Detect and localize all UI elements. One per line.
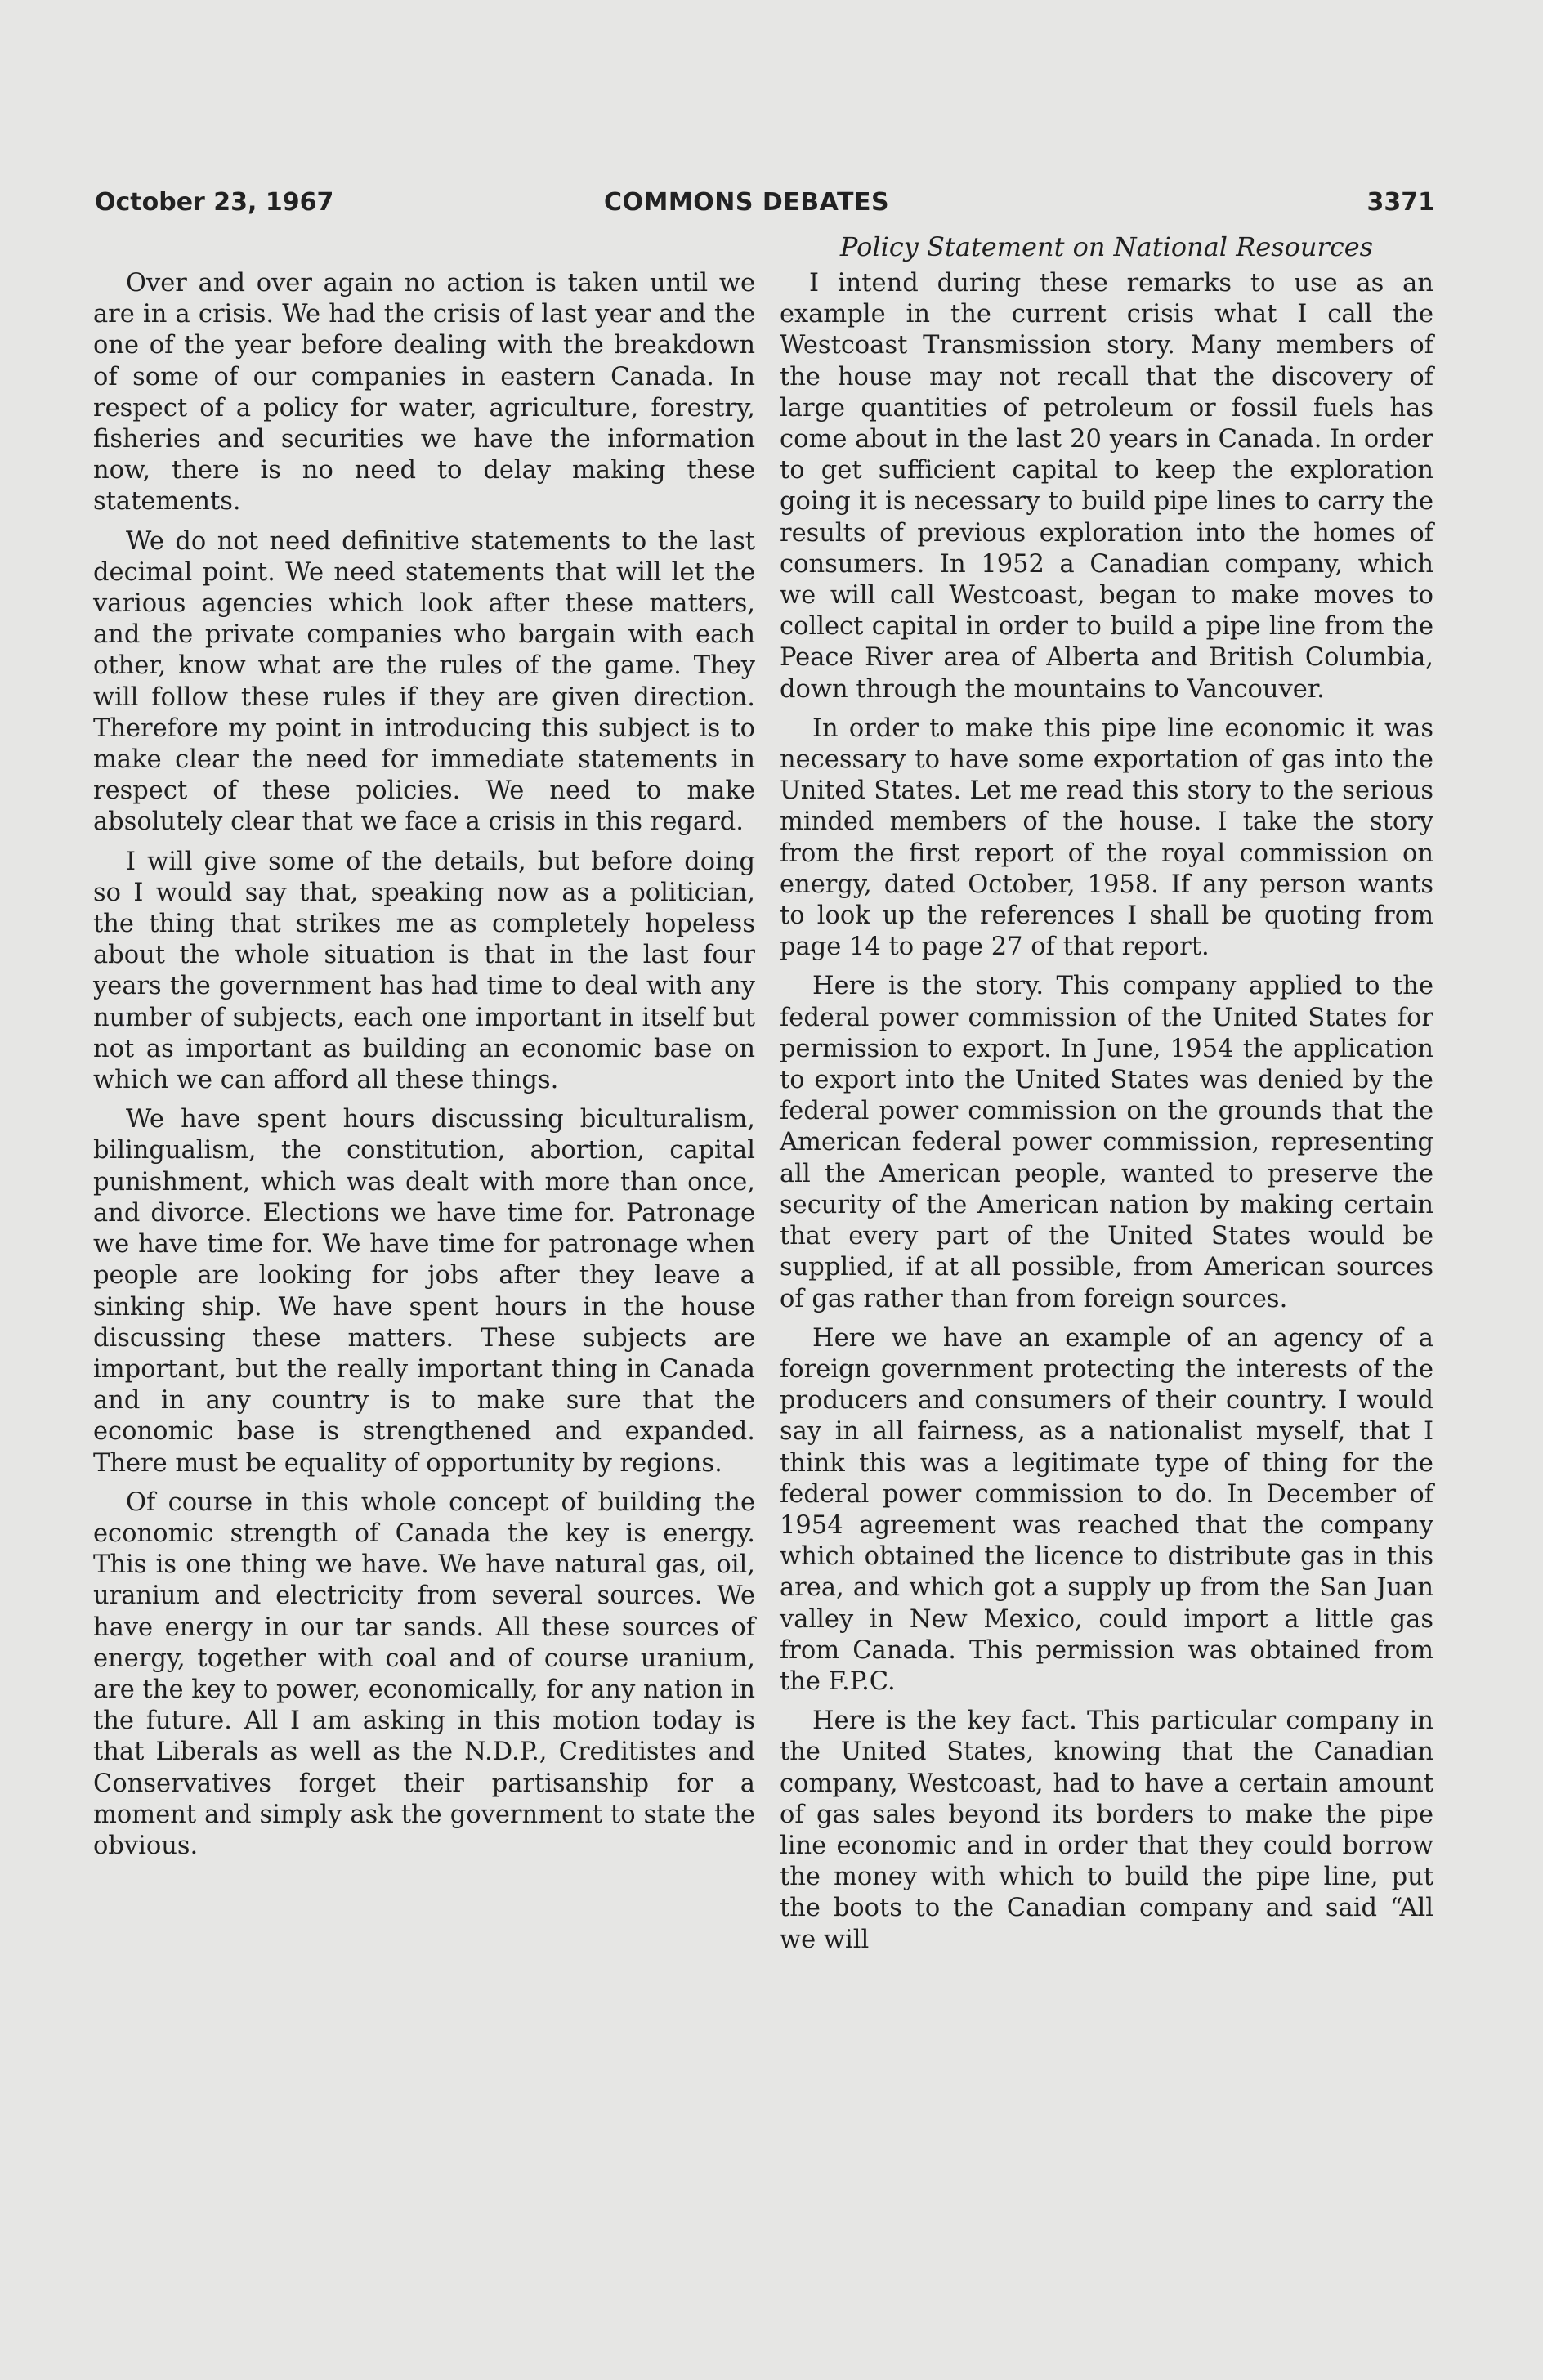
page-header xyxy=(95,188,1435,226)
left-paragraph-3: I will give some of the details, but before doing so I would say that, speaking now as a politician, the thing that strikes me as completely hopeless about the whole situation is that in the last four years the government has had time to deal with any number of subjects, each one important in itself but not as important as building an economic base on which we can afford all these things. xyxy=(93,847,755,1095)
right-paragraph-4: Here we have an example of an agency of a foreign government protecting the interests of the producers and consumers of their country. I would say in all fairness, as a nationalist myself, that I think this was a legitimate type of thing for the federal power commission to do. In December of 1954 agreement was reached that the company which obtained the licence to distribute gas in this area, and which got a supply up from the San Juan valley in New Mexico, could import a little gas from Canada. This permission was obtained from the F.P.C. xyxy=(780,1323,1433,1696)
right-paragraph-2: In order to make this pipe line economic it was necessary to have some exportation of gas into the United States. Let me read this story to the serious minded members of the house. I take the story from the first report of the royal commission on energy, dated October, 1958. If any person wants to look up the references I shall be quoting from page 14 to page 27 of that report. xyxy=(780,714,1433,962)
left-column xyxy=(93,268,755,1870)
header-title: COMMONS DEBATES xyxy=(604,188,890,217)
header-page-number: 3371 xyxy=(1366,188,1435,217)
left-paragraph-5: Of course in this whole concept of building the economic strength of Canada the key is energy. This is one thing we have. We have natural gas, oil, uranium and electricity from several sources. We have energy in our tar sands. All these sources of energy, together with coal and of course uranium, are the key to power, economically, for any nation in the future. All I am asking in this motion today is that Liberals as well as the N.D.P., Creditistes and Conservatives forget their partisanship for a moment and simply ask the government to state the obvious. xyxy=(93,1488,755,1860)
section-subheading: Policy Statement on National Resources xyxy=(839,231,1374,262)
right-paragraph-1: I intend during these remarks to use as an example in the current crisis what I call the Westcoast Transmission story. Many members of the house may not recall that the discovery of large quantities of petroleum or fossil fuels has come about in the last 20 years in Canada. In order to get sufficient capital to keep the exploration going it is necessary to build pipe lines to carry the results of previous exploration into the homes of consumers. In 1952 a Canadian company, which we will call Westcoast, began to make moves to collect capital in order to build a pipe line from the Peace River area of Alberta and British Columbia, down through the mountains to Vancouver. xyxy=(780,269,1433,704)
right-column xyxy=(780,230,1433,1964)
right-paragraph-5: Here is the key fact. This particular company in the United States, knowing that the Canadian company, Westcoast, had to have a certain amount of gas sales beyond its borders to make the pipe line economic and in order that they could borrow the money with which to build the pipe line, put the boots to the Canadian company and said “All we will xyxy=(780,1707,1433,1954)
left-paragraph-4: We have spent hours discussing biculturalism, bilingualism, the constitution, abortion, capital punishment, which was dealt with more than once, and divorce. Elections we have time for. Patronage we have time for. We have time for patronage when people are looking for jobs after they leave a sinking ship. We have spent hours in the house discussing these matters. These subjects are important, but the really important thing in Canada and in any country is to make sure that the economic base is strengthened and expanded. There must be equality of opportunity by regions. xyxy=(93,1105,755,1478)
left-paragraph-1: Over and over again no action is taken until we are in a crisis. We had the crisis of last year and the one of the year before dealing with the breakdown of some of our companies in eastern Canada. In respect of a policy for water, agriculture, forestry, fisheries and securities we have the information now, there is no need to delay making these statements. xyxy=(93,269,755,517)
header-date: October 23, 1967 xyxy=(95,188,334,217)
left-paragraph-2: We do not need definitive statements to the last decimal point. We need statements that will let the various agencies which look after these matters, and the private companies who bargain with each other, know what are the rules of the game. They will follow these rules if they are given direction. Therefore my point in introducing this subject is to make clear the need for immediate statements in respect of these policies. We need to make absolutely clear that we face a crisis in this regard. xyxy=(93,526,755,837)
right-paragraph-3: Here is the story. This company applied to the federal power commission of the United States for permission to export. In June, 1954 the application to export into the United States was denied by the federal power commission on the grounds that the American federal power commission, representing all the American people, wanted to preserve the security of the American nation by making certain that every part of the United States would be supplied, if at all possible, from American sources of gas rather than from foreign sources. xyxy=(780,972,1433,1313)
